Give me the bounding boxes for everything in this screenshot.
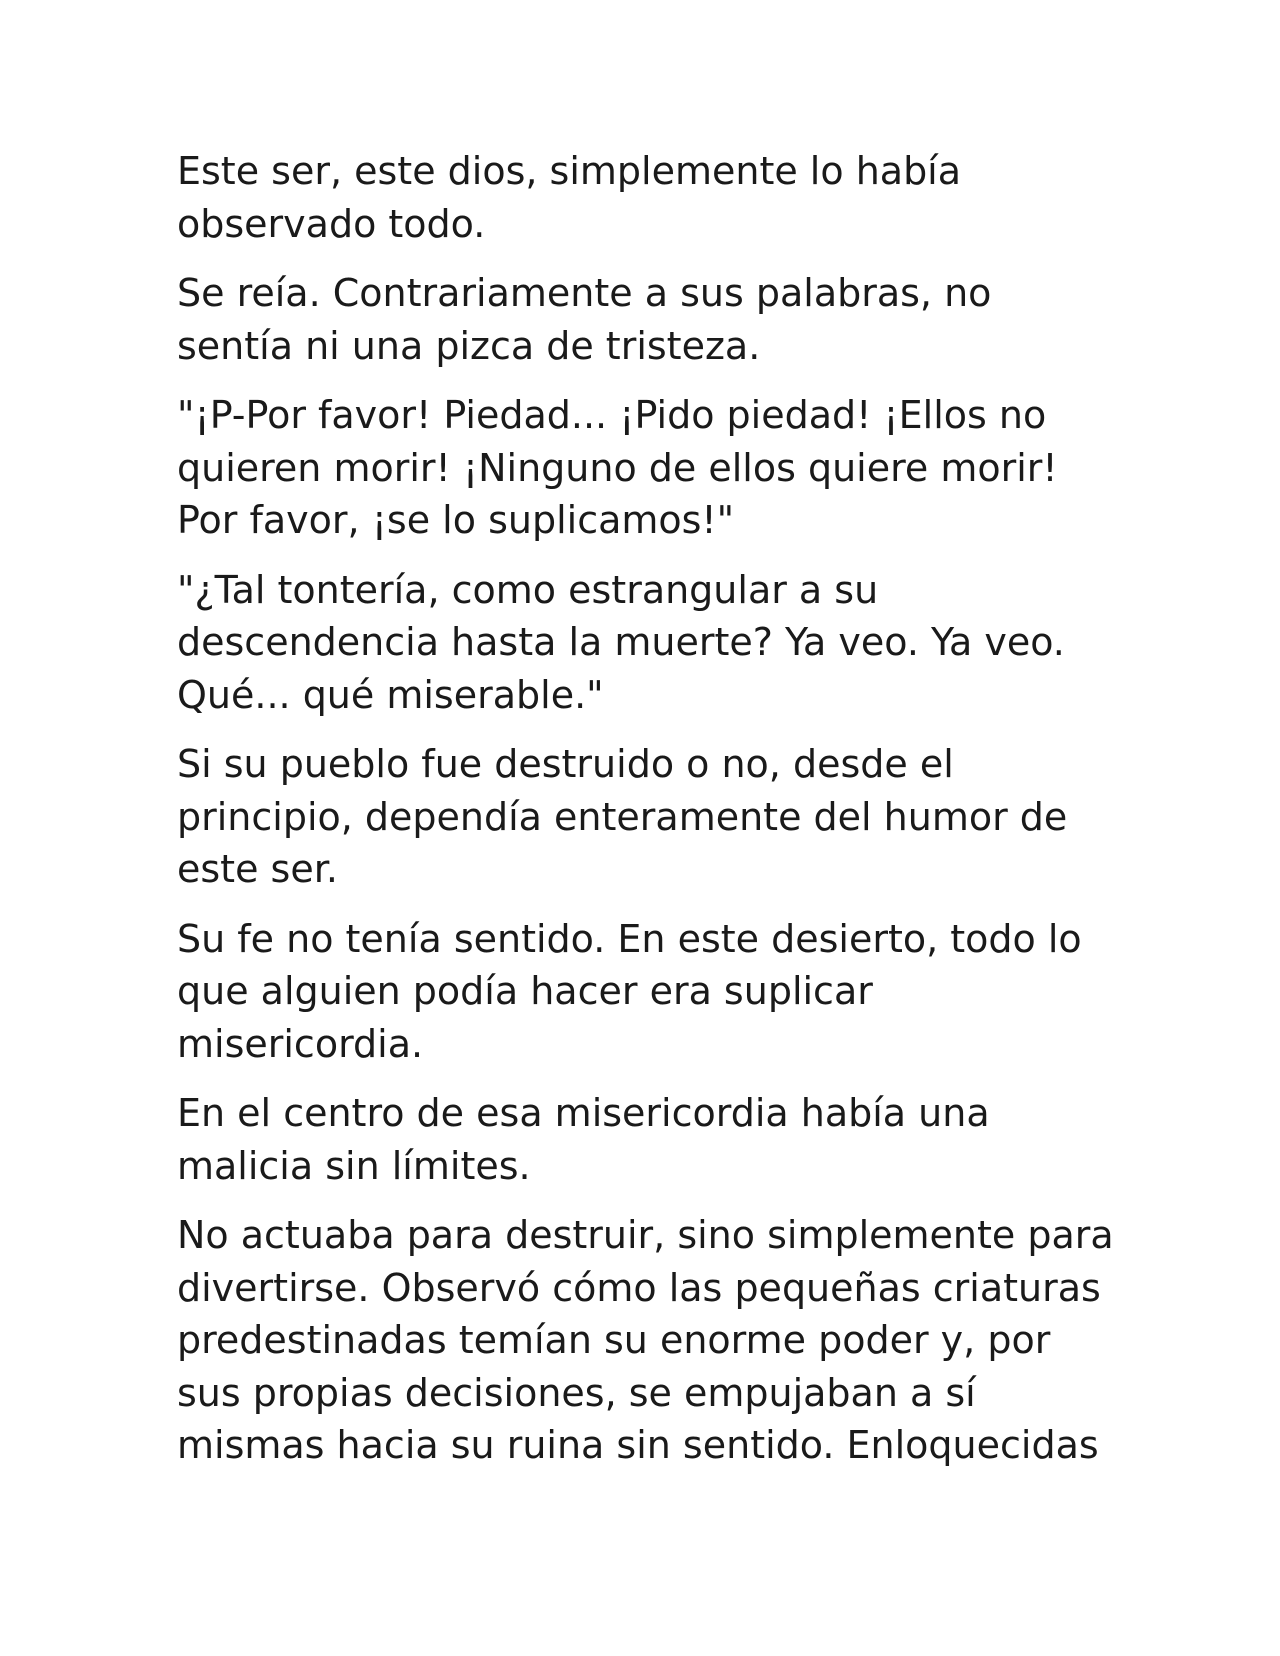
paragraph: Si su pueblo fue destruido o no, desde el principio, dependía enteramente del humor de este ser.	[177, 742, 1068, 891]
document-body	[177, 145, 1117, 1489]
paragraph: "¡P-Por favor! Piedad... ¡Pido piedad! ¡Ellos no quieren morir! ¡Ninguno de ellos quiere morir! Por favor, ¡se lo suplicamos!"	[177, 393, 1058, 542]
paragraph: Su fe no tenía sentido. En este desierto, todo lo que alguien podía hacer era suplicar misericordia.	[177, 916, 1082, 1066]
paragraph: Este ser, este dios, simplemente lo había observado todo.	[177, 149, 962, 246]
paragraph: Se reía. Contrariamente a sus palabras, no sentía ni una pizca de tristeza.	[177, 271, 992, 368]
paragraph: No actuaba para destruir, sino simplemente para divertirse. Observó cómo las pequeñas criaturas predestinadas temían su enorme poder y, por sus propias decisiones, se empujaban a sí mismas hacia su ruina sin sentido. Enloquecidas	[177, 1213, 1114, 1467]
paragraph: "¿Tal tontería, como estrangular a su descendencia hasta la muerte? Ya veo. Ya veo. Qué... qué miserable."	[177, 567, 1065, 717]
paragraph: En el centro de esa misericordia había una malicia sin límites.	[177, 1091, 990, 1188]
